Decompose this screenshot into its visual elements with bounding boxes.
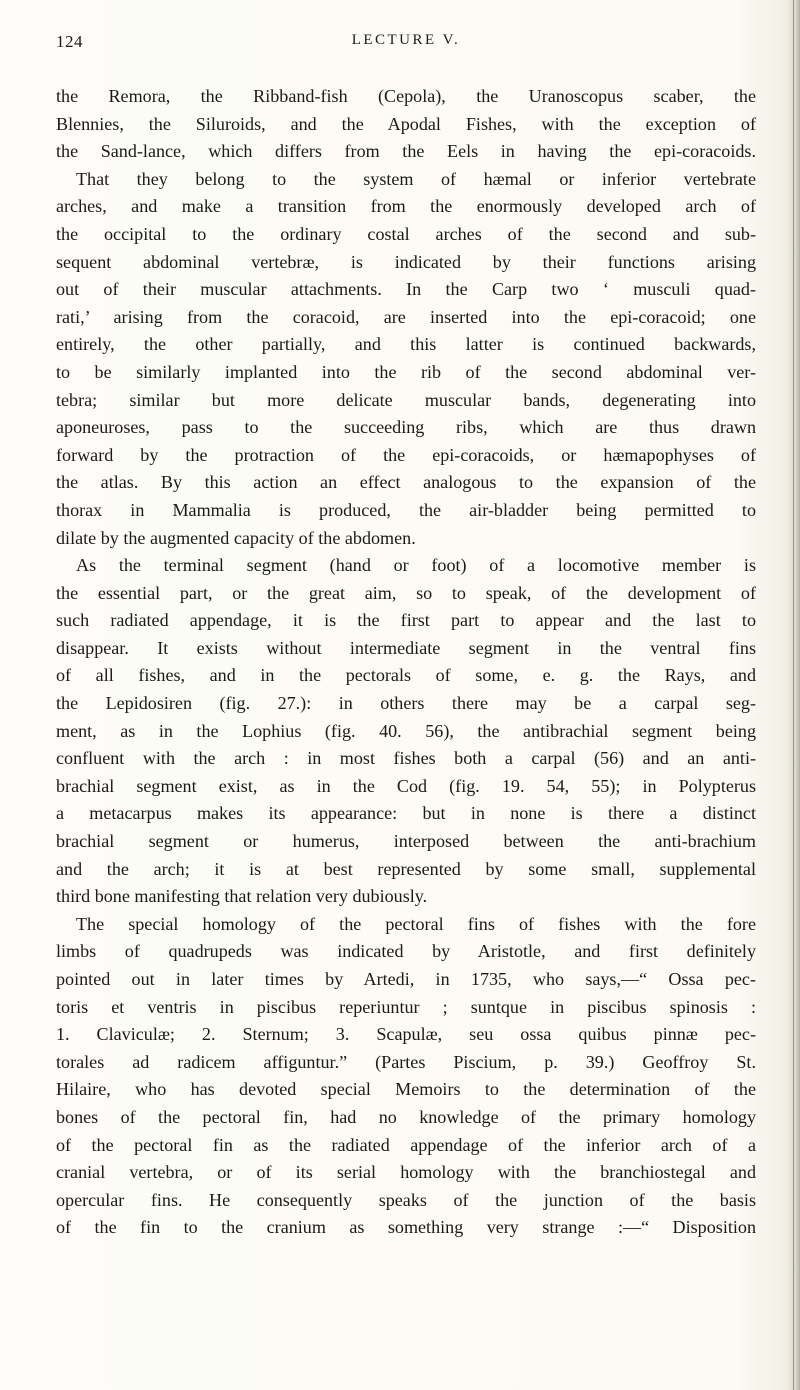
text-line: bones of the pectoral fin, had no knowledge of the primary homology	[56, 1106, 756, 1127]
text-line: forward by the protraction of the epi-coracoids, or hæmapophyses of	[56, 444, 756, 465]
text-line: torales ad radicem affiguntur.” (Partes Piscium, p. 39.) Geoffroy St.	[56, 1051, 756, 1072]
text-line: of all fishes, and in the pectorals of some, e. g. the Rays, and	[56, 665, 756, 686]
text-line: rati,’ arising from the coracoid, are inserted into the epi-coracoid; one	[56, 306, 756, 327]
text-line: third bone manifesting that relation very dubiously.	[56, 886, 428, 907]
text-line: As the terminal segment (hand or foot) of a locomotive member is	[76, 555, 756, 576]
text-line: pointed out in later times by Artedi, in 1735, who says,—“ Ossa pec-	[56, 969, 756, 989]
text-line: disappear. It exists without intermediate segment in the ventral fins	[56, 637, 756, 658]
text-line: dilate by the augmented capacity of the abdomen.	[56, 527, 416, 548]
text-line: toris et ventris in piscibus reperiuntur ; suntque in piscibus spinosis :	[56, 996, 756, 1017]
text-line: of the pectoral fin as the radiated appendage of the inferior arch of a	[56, 1134, 756, 1155]
running-title: LECTURE V.	[351, 32, 461, 48]
text-line: brachial segment or humerus, interposed between the anti-brachium	[56, 831, 756, 852]
text-line: a metacarpus makes its appearance: but in none is there a distinct	[56, 803, 756, 824]
text-line: the Sand-lance, which differs from the Eels in having the epi-coracoids.	[56, 141, 756, 162]
text-line: of the fin to the cranium as something very strange :—“ Disposition	[56, 1217, 756, 1238]
text-line: the Lepidosiren (fig. 27.): in others there may be a carpal seg-	[56, 693, 756, 714]
text-line: out of their muscular attachments. In the Carp two ‘ musculi quad-	[56, 279, 756, 300]
text-line: the Remora, the Ribband-fish (Cepola), the Uranoscopus scaber, the	[56, 86, 756, 106]
text-line: thorax in Mammalia is produced, the air-bladder being permitted to	[56, 499, 756, 520]
text-line: such radiated appendage, it is the first part to appear and the last to	[56, 610, 756, 631]
running-head	[56, 32, 756, 56]
text-line: Blennies, the Siluroids, and the Apodal Fishes, with the exception of	[56, 113, 756, 134]
text-line: cranial vertebra, or of its serial homology with the branchiostegal and	[56, 1162, 756, 1183]
page-edge-line	[793, 0, 794, 1390]
body-text	[56, 83, 756, 1242]
text-line: That they belong to the system of hæmal or inferior vertebrate	[76, 168, 756, 189]
text-line: aponeuroses, pass to the succeeding ribs, which are thus drawn	[56, 417, 756, 438]
text-line: brachial segment exist, as in the Cod (fig. 19. 54, 55); in Polypterus	[56, 775, 756, 796]
text-line: the essential part, or the great aim, so to speak, of the development of	[56, 582, 756, 603]
text-line: sequent abdominal vertebræ, is indicated by their functions arising	[56, 251, 756, 272]
text-line: Hilaire, who has devoted special Memoirs to the determination of the	[56, 1079, 756, 1100]
text-line: confluent with the arch : in most fishes both a carpal (56) and an anti-	[56, 748, 756, 769]
text-line: the occipital to the ordinary costal arches of the second and sub-	[56, 223, 756, 244]
page-number: 124	[56, 32, 83, 51]
text-line: The special homology of the pectoral fins of fishes with the fore	[76, 913, 756, 934]
text-line: entirely, the other partially, and this latter is continued backwards,	[56, 334, 756, 355]
text-line: 1. Claviculæ; 2. Sternum; 3. Scapulæ, seu ossa quibus pinnæ pec-	[56, 1024, 756, 1045]
text-line: the atlas. By this action an effect analogous to the expansion of the	[56, 472, 756, 493]
text-line: arches, and make a transition from the enormously developed arch of	[56, 196, 756, 217]
text-line: opercular fins. He consequently speaks of the junction of the basis	[56, 1189, 756, 1210]
text-line: and the arch; it is at best represented by some small, supplemental	[56, 858, 756, 879]
text-line: to be similarly implanted into the rib of the second abdominal ver-	[56, 361, 756, 382]
text-line: tebra; similar but more delicate muscular bands, degenerating into	[56, 389, 756, 410]
text-line: ment, as in the Lophius (fig. 40. 56), the antibrachial segment being	[56, 720, 756, 741]
text-line: limbs of quadrupeds was indicated by Aristotle, and first definitely	[56, 941, 756, 962]
